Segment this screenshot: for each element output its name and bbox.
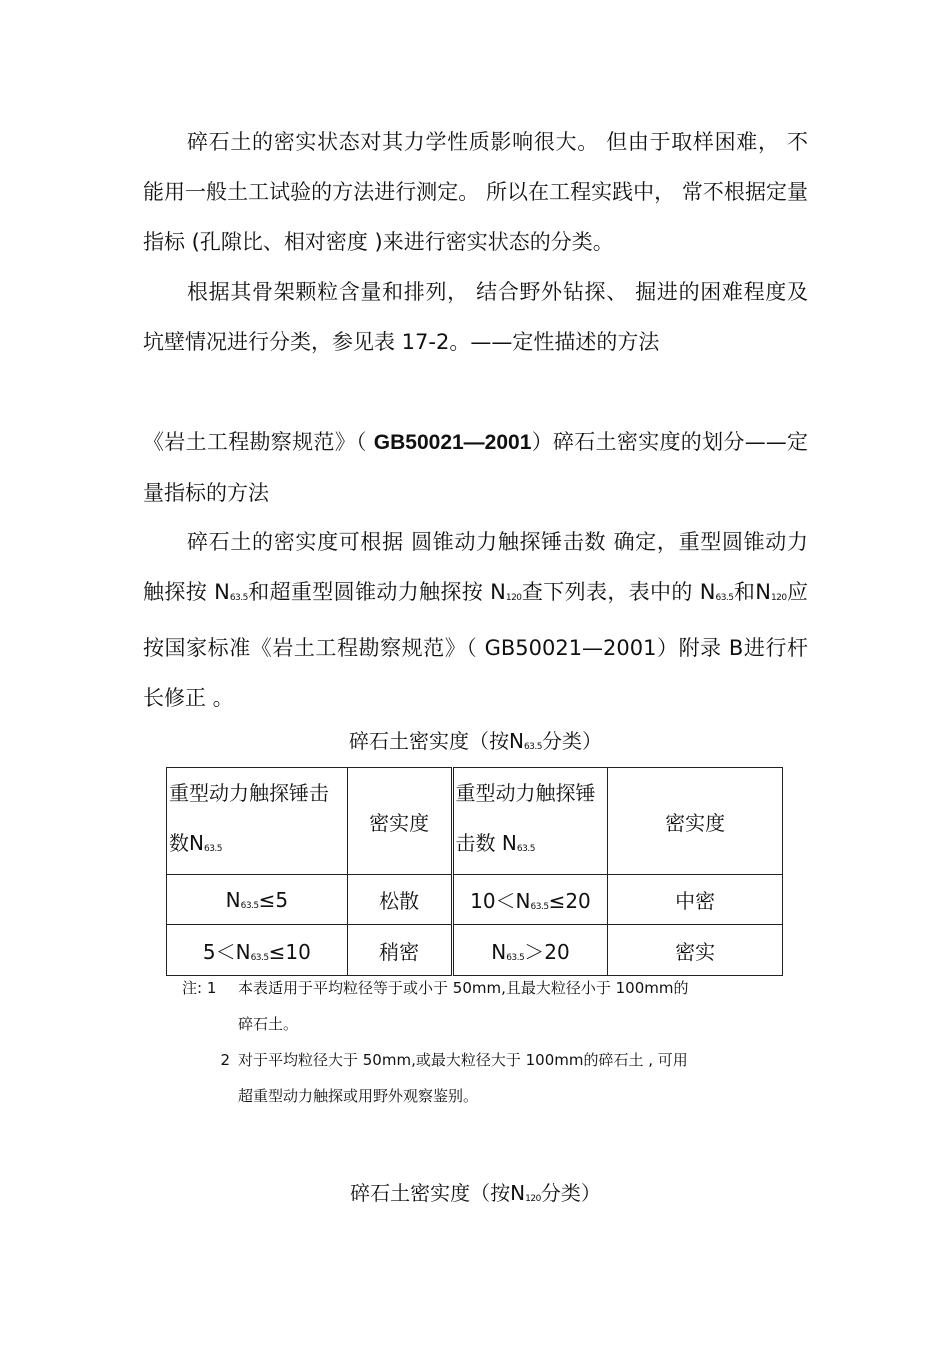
header-density-1: 密实度: [347, 768, 452, 875]
cell-range: $N_{63.5}\le 5$: [167, 875, 348, 925]
note-label: 注: 1: [182, 979, 217, 997]
note-1-line-1: [182, 970, 782, 1006]
cell-density: 密实: [608, 925, 783, 976]
table2-caption-pre: 碎石土密实度（按N: [350, 1181, 526, 1205]
section-heading: [143, 417, 808, 518]
table-header-row: [167, 768, 783, 875]
cell-density: 中密: [608, 875, 783, 925]
table-notes: [182, 970, 782, 1114]
table-row: [167, 925, 783, 976]
heading-code: GB50021—2001: [373, 431, 532, 454]
density-table-n63: [166, 767, 783, 976]
p3-text-5: 应按国家标准《岩土工程勘察规范》（ GB50021—2001）附录 B进行杆长修正 。: [143, 580, 808, 710]
table2-caption: [143, 1178, 808, 1214]
header-blow-count-1: 重型动力触探锤击 数$N_{63.5}$: [167, 768, 348, 875]
table2-caption-post: 分类）: [540, 1181, 601, 1205]
p3-sub-3: 63.5: [715, 593, 734, 603]
note-2-text: 对于平均粒径大于 50mm,或最大粒径大于 100mm的碎石土 , 可用: [238, 1051, 688, 1069]
paragraph-quantitative: [143, 517, 808, 723]
p3-text-4: 和N: [733, 580, 771, 604]
p3-sub-2: 120: [505, 593, 522, 603]
note-1-line-2: [182, 1006, 782, 1042]
table1-caption-pre: 碎石土密实度（按N: [348, 729, 524, 753]
cell-density: 松散: [347, 875, 452, 925]
header-density-2: 密实度: [608, 768, 783, 875]
table-row: [167, 875, 783, 925]
note-1-text: 本表适用于平均粒径等于或小于 50mm,且最大粒径小于 100mm的: [238, 979, 689, 997]
p3-text-2: 和超重型圆锥动力触探按 N: [247, 580, 506, 604]
note-1-text-cont: 碎石土。: [238, 1015, 299, 1033]
note-2-line-2: [182, 1078, 782, 1114]
header-blow-count-2: 重型动力触探锤 击数 $N_{63.5}$: [452, 768, 608, 875]
p3-sub-4: 120: [770, 593, 787, 603]
heading-pre: 《岩土工程勘察规范》（: [143, 430, 374, 454]
paragraph-intro: 碎石土的密实状态对其力学性质影响很大。 但由于取样困难， 不能用一般土工试验的方法进行测定。 所以在工程实践中， 常不根据定量指标 (孔隙比、相对密度 )来进行密实状态的分类。: [143, 130, 808, 254]
note-2-line-1: [182, 1042, 782, 1078]
p3-text-1: 碎石土的密实度可根据 圆锥动力触探锤击数 确定，重型圆锥动力触探按 N: [143, 530, 808, 604]
heading-post: ）碎石土密实度的划分——定量指标的方法: [143, 430, 808, 505]
note-2-number: 2: [220, 1051, 230, 1069]
paragraph-qualitative: 根据其骨架颗粒含量和排列， 结合野外钻探、 掘进的困难程度及坑壁情况进行分类，参见表 17-2。——定性描述的方法: [143, 280, 808, 354]
cell-range: $N_{63.5}>20$: [452, 925, 608, 976]
table1-caption-post: 分类）: [542, 729, 602, 753]
p3-sub-1: 63.5: [229, 593, 248, 603]
p3-text-3: 查下列表，表中的 N: [521, 580, 716, 604]
cell-range: $10<N_{63.5}\le 20$: [452, 875, 608, 925]
table1-caption-sub: 63.5: [523, 742, 542, 752]
cell-density: 稍密: [347, 925, 452, 976]
table2-caption-sub: 120: [525, 1194, 541, 1204]
cell-range: $5<N_{63.5}\le 10$: [167, 925, 348, 976]
table1-caption: [143, 726, 808, 762]
note-2-text-cont: 超重型动力触探或用野外观察鉴别。: [238, 1087, 479, 1105]
